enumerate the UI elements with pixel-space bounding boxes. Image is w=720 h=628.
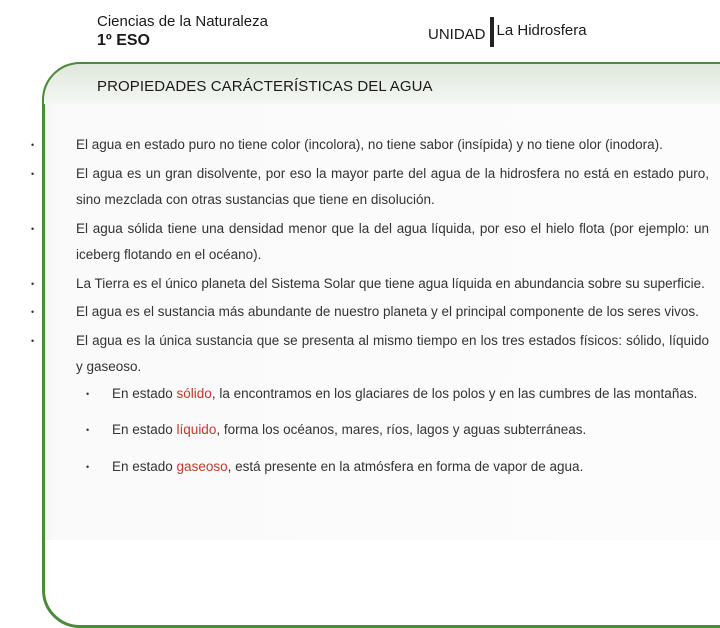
bullet-marker: • [31, 223, 35, 234]
sub-item-prefix: En estado [112, 385, 177, 401]
properties-list [31, 132, 709, 490]
state-highlight: líquido [176, 422, 217, 437]
bullet-marker: • [86, 388, 90, 399]
list-item-text: El agua en estado puro no tiene color (incolora), no tiene sabor (insípida) y no tiene olor (inodora). [76, 137, 663, 152]
list-item [31, 161, 709, 214]
sub-list-item [86, 417, 709, 444]
states-sublist [86, 381, 709, 481]
course-title [97, 12, 268, 50]
sub-list-item [86, 454, 709, 481]
frame-left-border [42, 104, 45, 540]
list-item [31, 271, 709, 298]
list-item-text: El agua es el sustancia más abundante de nuestro planeta y el principal componente de los seres vivos. [76, 304, 699, 319]
sub-item-suffix: , la encontramos en los glaciares de los polos y en las cumbres de las montañas. [211, 385, 698, 401]
list-item-text: El agua es un gran disolvente, por eso la mayor parte del agua de la hidrosfera no está en estado puro, sino mezclada con otras sustancias que tiene en disolución. [76, 165, 709, 207]
bullet-marker: • [86, 461, 90, 472]
list-item-text: El agua sólida tiene una densidad menor que la del agua líquida, por eso el hielo flota (por ejemplo: un iceberg flotando en el océano). [76, 220, 709, 262]
unit-name: La Hidrosfera [496, 22, 587, 39]
sub-list-item [86, 381, 709, 408]
state-highlight: sólido [176, 385, 212, 401]
course-name: Ciencias de la Naturaleza [97, 13, 268, 30]
bullet-marker: • [31, 307, 35, 317]
list-item [31, 132, 709, 159]
list-item [31, 328, 709, 481]
bullet-marker: • [31, 278, 35, 289]
unit-label: UNIDAD [428, 26, 486, 43]
sub-item-suffix: , está presente en la atmósfera en forma de vapor de agua. [227, 458, 584, 474]
state-highlight: gaseoso [176, 458, 228, 474]
unit-heading [428, 17, 587, 47]
bullet-marker: • [31, 140, 35, 150]
bullet-marker: • [31, 335, 35, 346]
sub-item-prefix: En estado [112, 458, 177, 474]
list-item-text: El agua es la única sustancia que se presenta al mismo tiempo en los tres estados físicos: sólido, líquido y gaseoso. [76, 332, 709, 374]
course-grade: 1º ESO [97, 32, 150, 49]
sub-item-suffix: , forma los océanos, mares, ríos, lagos y aguas subterráneas. [216, 422, 587, 437]
section-title: PROPIEDADES CARÁCTERÍSTICAS DEL AGUA [97, 78, 433, 95]
sub-item-prefix: En estado [112, 422, 177, 437]
list-item-text: La Tierra es el único planeta del Sistema Solar que tiene agua líquida en abundancia sobre su superficie. [76, 275, 705, 291]
bullet-marker: • [86, 425, 90, 435]
list-item [31, 216, 709, 269]
unit-divider [490, 17, 494, 47]
bullet-marker: • [31, 168, 35, 179]
list-item [31, 299, 709, 326]
